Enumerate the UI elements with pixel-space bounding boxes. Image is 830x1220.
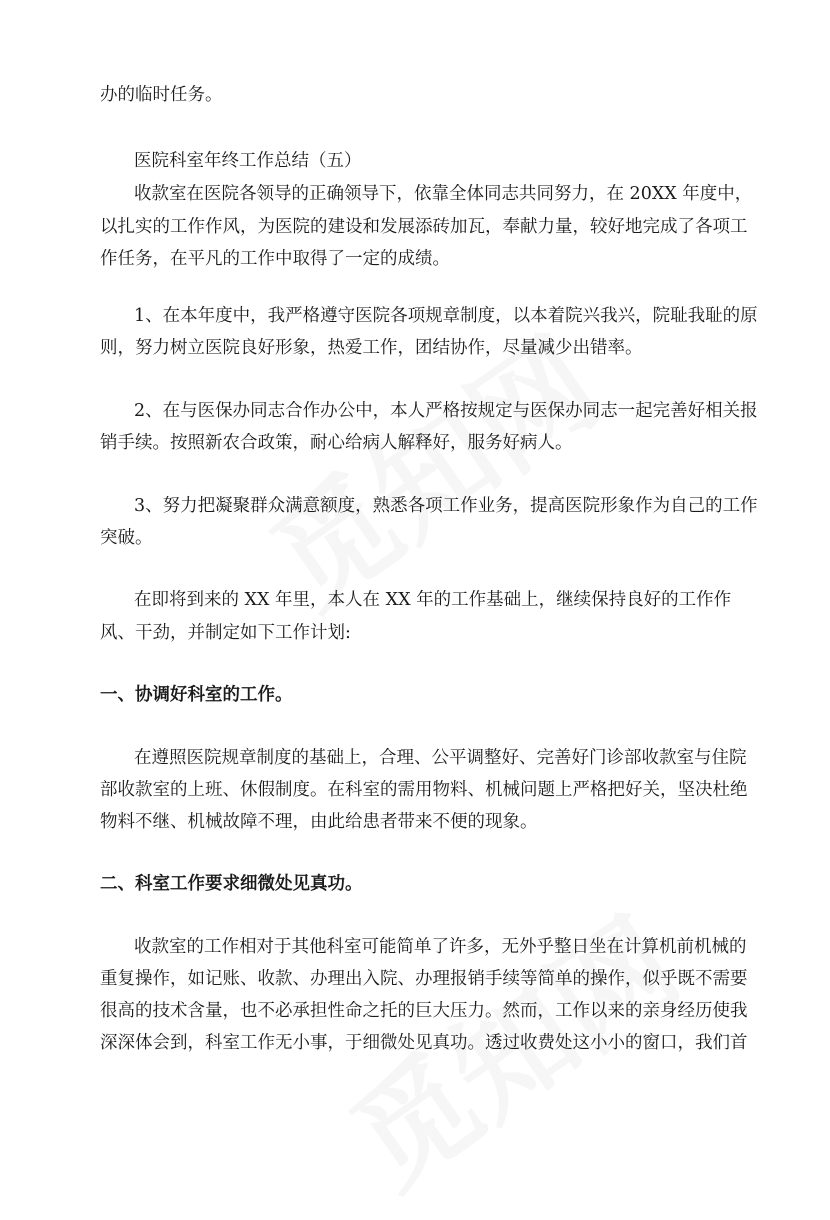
text-line: 则，努力树立医院良好形象，热爱工作，团结协作，尽量减少出错率。 — [100, 338, 643, 358]
text-line: 医院科室年终工作总结（五） — [134, 151, 362, 171]
text-line: 3、努力把凝聚群众满意额度，熟悉各项工作业务，提高医院形象作为自己的工作 — [134, 496, 758, 516]
text-line: 很高的技术含量，也不必承担性命之托的巨大压力。然而，工作以来的亲身经历使我 — [100, 1001, 748, 1021]
text-line: 2、在与医保办同志合作办公中，本人严格按规定与医保办同志一起完善好相关报 — [134, 401, 758, 421]
text-line: 突破。 — [100, 528, 153, 548]
text-line: 深深体会到，科室工作无小事，于细微处见真功。透过收费处这小小的窗口，我们首 — [100, 1033, 748, 1053]
text-line: 收款室的工作相对于其他科室可能简单了许多，无外乎整日坐在计算机前机械的 — [134, 937, 747, 957]
text-line: 重复操作，如记账、收款、办理出入院、办理报销手续等简单的操作，似乎既不需要 — [100, 969, 748, 989]
text-line: 在即将到来的 XX 年里，本人在 XX 年的工作基础上，继续保持良好的工作作 — [134, 590, 732, 610]
text-line: 作任务，在平凡的工作中取得了一定的成绩。 — [100, 249, 450, 269]
text-line: 风、干劲，并制定如下工作计划: — [100, 623, 351, 643]
text-line: 办的临时任务。 — [100, 85, 223, 105]
text-line: 在遵照医院规章制度的基础上，合理、公平调整好、完善好门诊部收款室与住院 — [134, 748, 747, 768]
text-line: 1、在本年度中，我严格遵守医院各项规章制度，以本着院兴我兴，院耻我耻的原 — [134, 306, 758, 326]
section-heading: 一、协调好科室的工作。 — [100, 685, 293, 705]
text-line: 部收款室的上班、休假制度。在科室的需用物料、机械问题上严格把好关，坚决杜绝 — [100, 780, 748, 800]
text-line: 收款室在医院各领导的正确领导下，依靠全体同志共同努力，在 20XX 年度中， — [134, 184, 753, 204]
text-line: 以扎实的工作作风，为医院的建设和发展添砖加瓦，奉献力量，较好地完成了各项工 — [100, 217, 748, 237]
text-line: 物料不继、机械故障不理，由此给患者带来不便的现象。 — [100, 812, 538, 832]
text-line: 销手续。按照新农合政策，耐心给病人解释好，服务好病人。 — [100, 433, 573, 453]
section-heading: 二、科室工作要求细微处见真功。 — [100, 874, 363, 894]
